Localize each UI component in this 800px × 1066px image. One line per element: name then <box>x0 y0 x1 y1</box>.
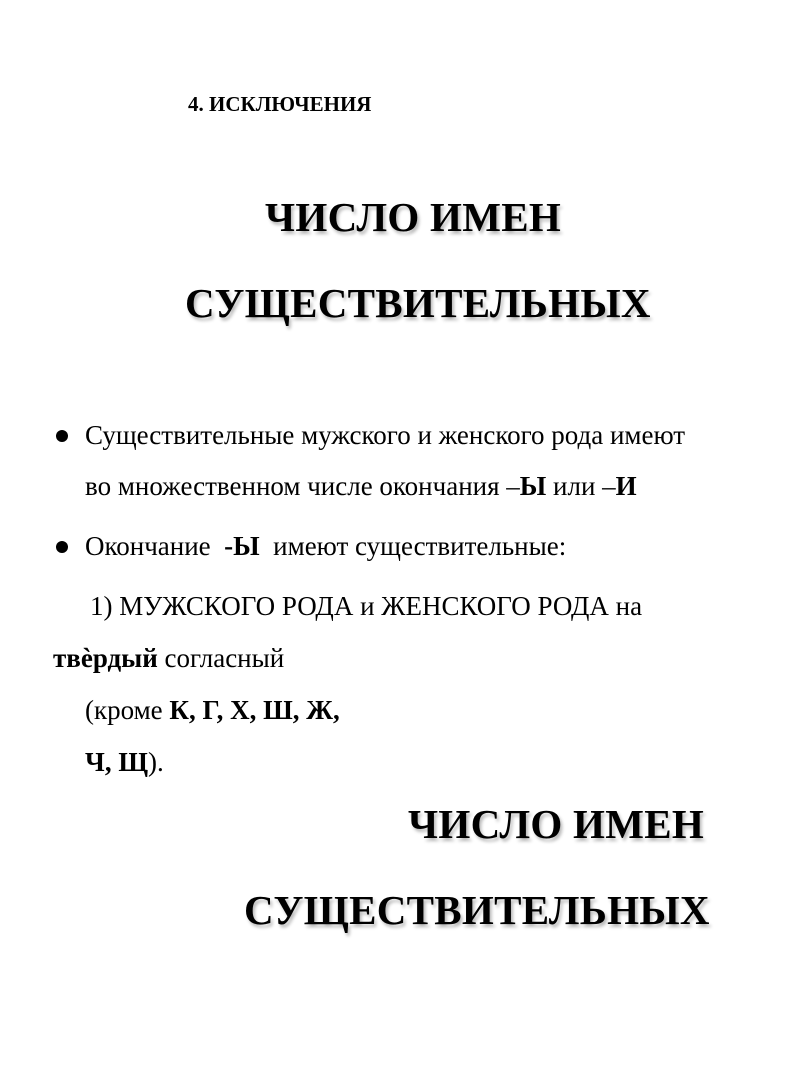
rule-1-prefix: во множественном числе окончания – <box>85 471 520 501</box>
rule-2-ending: -Ы <box>224 531 260 561</box>
list-item-1-line-3 <box>85 694 340 726</box>
ending-i: И <box>615 471 637 501</box>
rule-2-line <box>85 530 566 562</box>
list-item-1-line-2 <box>53 642 284 674</box>
bullet-icon <box>56 430 68 442</box>
bottom-title-line-2: СУЩЕСТВИТЕЛЬНЫХ <box>244 887 710 933</box>
except-prefix: (кроме <box>85 695 170 725</box>
page-title-line-1: ЧИСЛО ИМЕН <box>265 194 562 240</box>
bullet-icon <box>56 541 68 553</box>
rule-1-line-2 <box>85 470 637 502</box>
page-title-line-2: СУЩЕСТВИТЕЛЬНЫХ <box>185 280 651 326</box>
rule-2-suffix: имеют существительные: <box>266 531 567 561</box>
consonant-word: согласный <box>157 643 285 673</box>
list-item-1-line-1: 1) МУЖСКОГО РОДА и ЖЕНСКОГО РОДА на <box>90 591 643 621</box>
except-letters-2: Ч, Щ <box>85 747 148 777</box>
section-heading: 4. ИСКЛЮЧЕНИЯ <box>188 92 372 116</box>
ending-y: Ы <box>519 471 547 501</box>
hard-word: твѐрдый <box>53 643 158 673</box>
except-suffix: ). <box>147 747 164 777</box>
list-item-1-line-4 <box>85 746 164 778</box>
bottom-title-line-1: ЧИСЛО ИМЕН <box>408 801 705 847</box>
rule-1-or: или – <box>546 471 616 501</box>
rule-2-prefix: Окончание <box>85 531 218 561</box>
rule-1-line-1: Существительные мужского и женского рода имеют <box>85 420 686 450</box>
except-letters-1: К, Г, Х, Ш, Ж, <box>169 695 340 725</box>
